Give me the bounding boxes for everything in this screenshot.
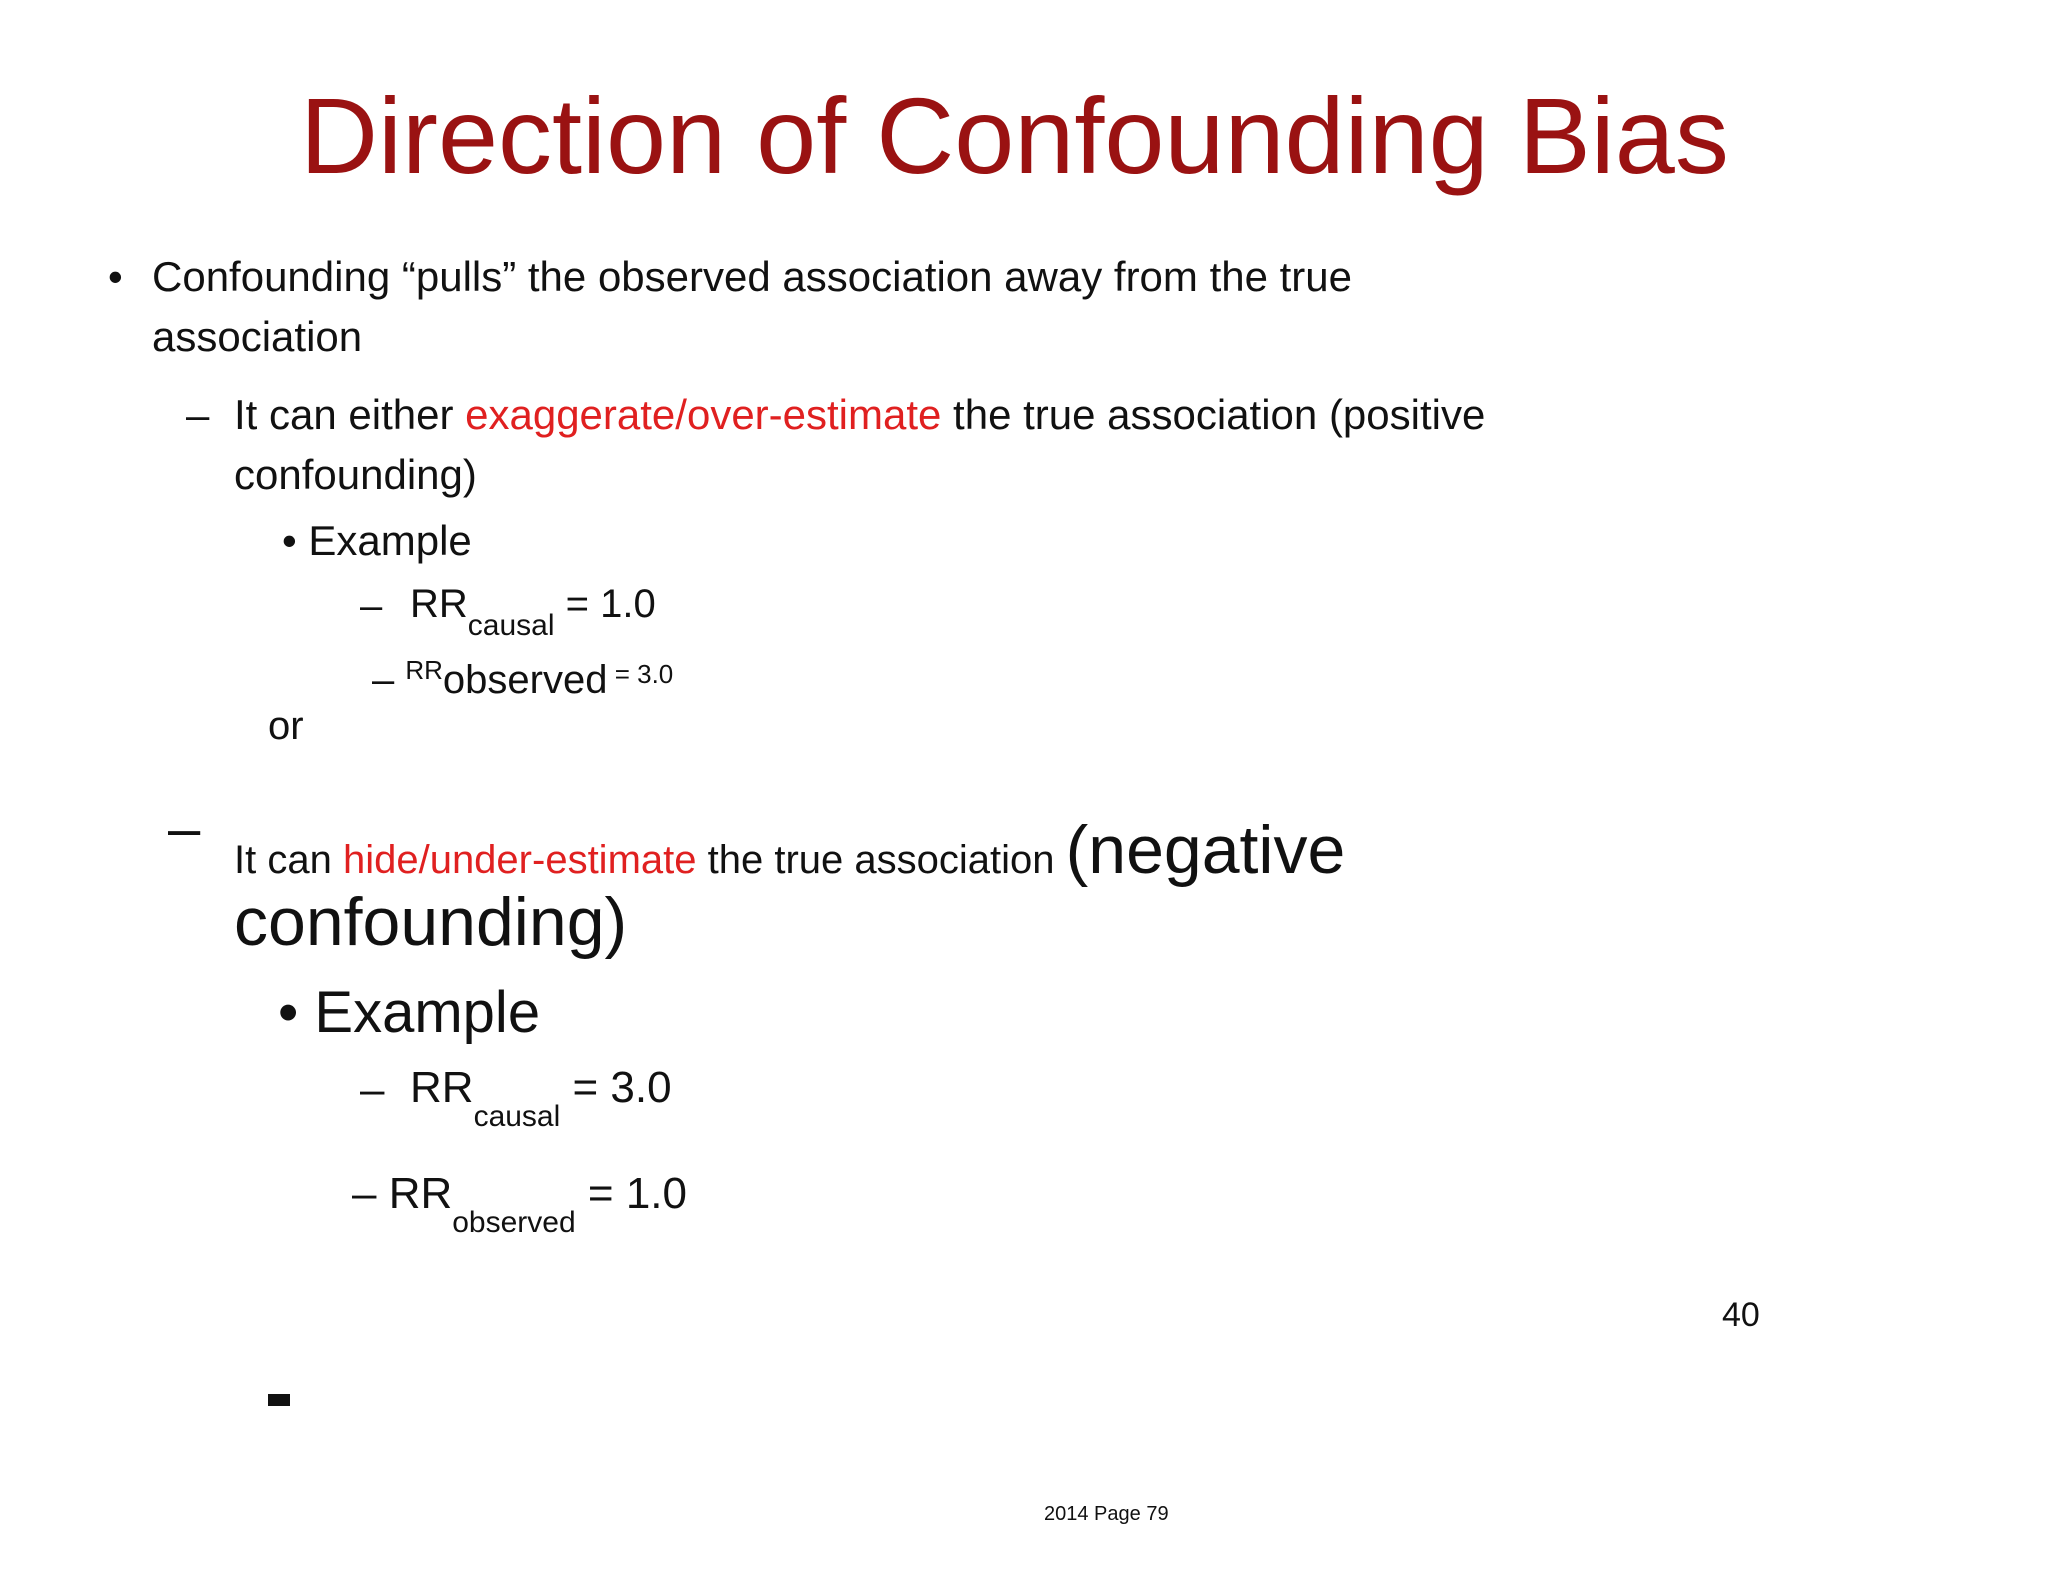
dash1-ex1-dash: –: [360, 584, 383, 628]
dash1-highlight: exaggerate/over-estimate: [465, 391, 942, 438]
dash2-big: (negative: [1065, 812, 1346, 888]
dash2-ex1: [410, 1063, 672, 1133]
dash2-example-label: • Example: [278, 980, 541, 1045]
dash2-prefix: It can: [234, 838, 343, 882]
dash1-ex2-rr: RR: [405, 655, 443, 685]
dash2-highlight: hide/under-estimate: [342, 838, 697, 882]
dash1-ex1-rr: RR: [410, 582, 468, 626]
bullet1-line2: association: [152, 313, 363, 360]
dash2-line1: [234, 812, 1346, 888]
dash1-ex1-rest: = 1.0: [554, 582, 656, 626]
dash2-suffix: the true association: [696, 838, 1066, 882]
dash2-ex2-dash: – RR: [352, 1169, 453, 1218]
bullet-artifact: [268, 1394, 290, 1406]
dash1-line1: [234, 391, 1486, 438]
dash1-prefix: It can either: [234, 391, 466, 438]
dash1-marker: –: [186, 391, 210, 438]
page-title: Direction of Confounding Bias: [300, 75, 1729, 196]
bullet1-line1: Confounding “pulls” the observed association away from the true: [152, 253, 1352, 300]
dash1-ex2-value: = 3.0: [607, 659, 674, 689]
dash2-ex1-sub: causal: [473, 1100, 561, 1133]
dash2-ex1-dash: –: [360, 1065, 385, 1114]
bullet-marker: •: [108, 253, 123, 300]
dash1-ex2-dash: –: [372, 658, 406, 702]
dash2-line2: confounding): [234, 884, 628, 960]
page-footer: 2014 Page 79: [1044, 1503, 1169, 1525]
dash1-example-label: • Example: [282, 517, 472, 564]
dash1-ex2-word: observed: [442, 658, 608, 702]
dash2-ex2-sub: observed: [452, 1206, 576, 1239]
dash1-ex1-sub: causal: [467, 609, 555, 642]
dash2-ex1-rest: = 3.0: [560, 1063, 672, 1112]
dash1-suffix: the true association (positive: [941, 391, 1486, 438]
dash1-ex2: [372, 655, 674, 702]
or-label: or: [268, 704, 304, 748]
dash2-marker: –: [168, 796, 201, 861]
dash1-line2: confounding): [234, 451, 477, 498]
dash2-ex1-rr: RR: [410, 1063, 474, 1112]
slide-number: 40: [1722, 1296, 1760, 1334]
dash2-ex2: [352, 1169, 687, 1239]
dash2-ex2-rest: = 1.0: [575, 1169, 687, 1218]
dash1-ex1: [410, 582, 656, 642]
